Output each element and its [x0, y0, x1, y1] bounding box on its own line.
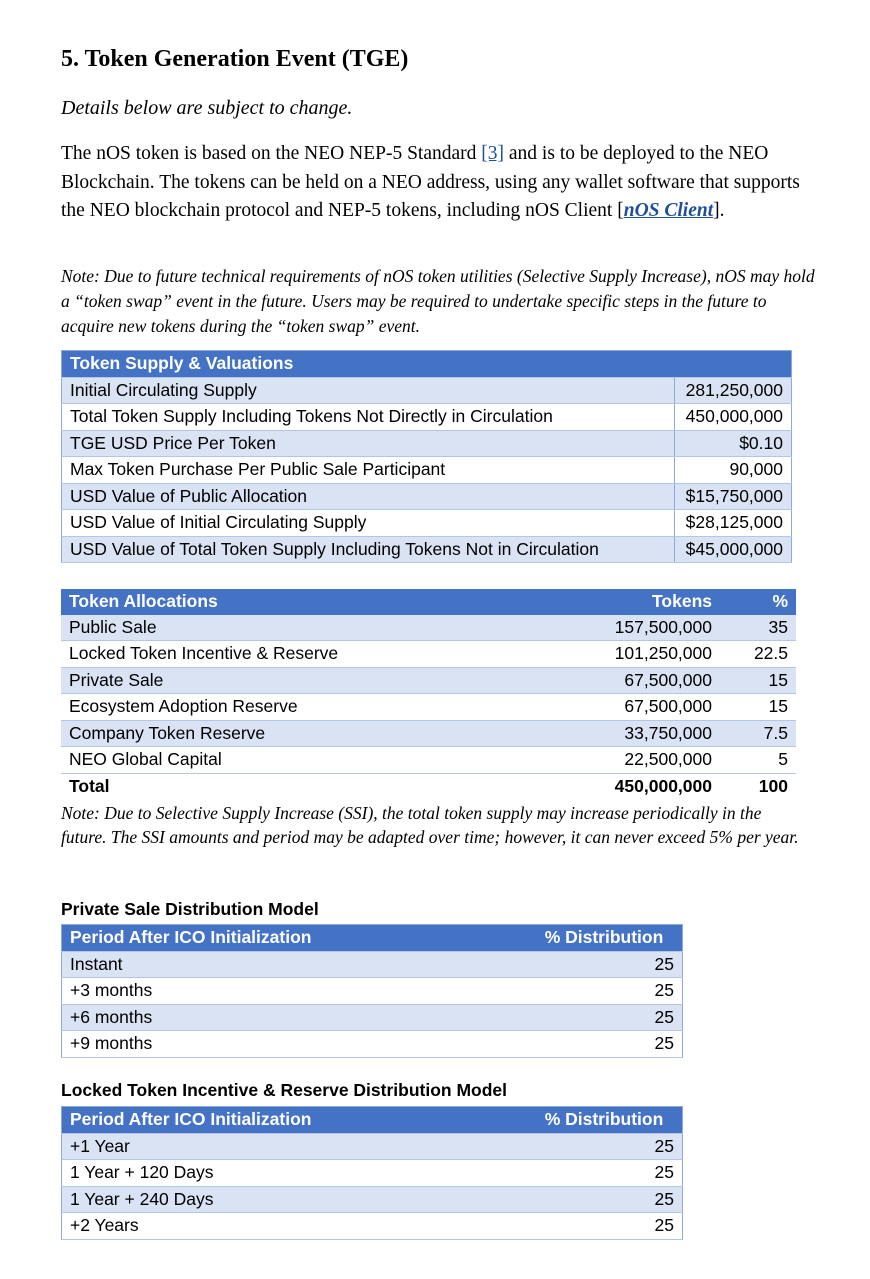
table-total-row	[61, 773, 796, 799]
row-label: Max Token Purchase Per Public Sale Participant	[62, 457, 675, 484]
table-row	[62, 377, 792, 404]
row-tokens: 67,500,000	[574, 694, 720, 721]
table-row	[61, 720, 796, 747]
row-label: Total Token Supply Including Tokens Not Directly in Circulation	[62, 404, 675, 431]
private-sale-table	[61, 924, 683, 1058]
row-tokens: 22,500,000	[574, 747, 720, 774]
table-header-row	[62, 1107, 683, 1134]
private-sale-title: Private Sale Distribution Model	[61, 899, 319, 919]
total-label: Total	[61, 773, 574, 799]
row-period: Instant	[62, 951, 527, 978]
row-value: $45,000,000	[675, 536, 792, 563]
table-header-row	[62, 351, 792, 378]
row-label: USD Value of Initial Circulating Supply	[62, 510, 675, 537]
bracket-open: [	[617, 200, 624, 221]
table-row	[61, 641, 796, 668]
row-distribution: 25	[526, 978, 683, 1005]
row-period: +9 months	[62, 1031, 527, 1058]
paragraph-text-2: and is to be deployed to the NEO Blockchain. The tokens can be held on a NEO address, using any wallet software that supports the NEO blockchain protocol and NEP-5 tokens, including nOS Client	[61, 143, 800, 221]
row-distribution: 25	[526, 1004, 683, 1031]
row-period: 1 Year + 240 Days	[62, 1186, 527, 1213]
row-period: +3 months	[62, 978, 527, 1005]
header-distribution: % Distribution	[526, 925, 683, 952]
header-period: Period After ICO Initialization	[62, 1107, 527, 1134]
row-label: Company Token Reserve	[61, 720, 574, 747]
row-label: Locked Token Incentive & Reserve	[61, 641, 574, 668]
row-label: TGE USD Price Per Token	[62, 430, 675, 457]
locked-token-title: Locked Token Incentive & Reserve Distribution Model	[61, 1080, 508, 1100]
locked-token-table	[61, 1106, 683, 1240]
reference-link[interactable]: [3]	[481, 143, 505, 164]
table-header-row	[61, 589, 796, 615]
header-period: Period After ICO Initialization	[62, 925, 527, 952]
row-period: 1 Year + 120 Days	[62, 1160, 527, 1187]
table-row	[61, 694, 796, 721]
row-distribution: 25	[526, 1213, 683, 1240]
row-distribution: 25	[526, 951, 683, 978]
row-value: $28,125,000	[675, 510, 792, 537]
table-row	[62, 430, 792, 457]
intro-paragraph	[61, 140, 811, 226]
table-row	[62, 1004, 683, 1031]
table-row	[62, 510, 792, 537]
table-row	[62, 1160, 683, 1187]
row-percent: 7.5	[720, 720, 796, 747]
row-percent: 35	[720, 615, 796, 641]
table-row	[62, 978, 683, 1005]
row-label: NEO Global Capital	[61, 747, 574, 774]
row-percent: 15	[720, 667, 796, 694]
table-row	[62, 1133, 683, 1160]
row-label: Ecosystem Adoption Reserve	[61, 694, 574, 721]
table-row	[61, 615, 796, 641]
row-tokens: 157,500,000	[574, 615, 720, 641]
header-distribution: % Distribution	[526, 1107, 683, 1134]
table-header: Token Supply & Valuations	[62, 351, 792, 378]
table-row	[62, 1186, 683, 1213]
row-percent: 5	[720, 747, 796, 774]
bracket-close: ].	[713, 200, 725, 221]
header-allocations: Token Allocations	[61, 589, 574, 615]
token-supply-table	[61, 350, 792, 563]
row-value: 90,000	[675, 457, 792, 484]
paragraph-text-1: The nOS token is based on the NEO NEP-5 Standard	[61, 143, 482, 164]
row-distribution: 25	[526, 1031, 683, 1058]
row-tokens: 101,250,000	[574, 641, 720, 668]
row-label: Private Sale	[61, 667, 574, 694]
header-tokens: Tokens	[574, 589, 720, 615]
section-heading: 5. Token Generation Event (TGE)	[61, 46, 409, 72]
row-percent: 15	[720, 694, 796, 721]
row-value: $15,750,000	[675, 483, 792, 510]
row-value: 450,000,000	[675, 404, 792, 431]
row-tokens: 67,500,000	[574, 667, 720, 694]
table-row	[62, 483, 792, 510]
row-distribution: 25	[526, 1133, 683, 1160]
ssi-note: Note: Due to Selective Supply Increase (SSI), the total token supply may increase periodically in the future. The SSI amounts and period may be adapted over time; however, it can never exceed 5% per year.	[61, 803, 799, 847]
row-label: USD Value of Total Token Supply Including Tokens Not in Circulation	[62, 536, 675, 563]
row-distribution: 25	[526, 1160, 683, 1187]
row-distribution: 25	[526, 1186, 683, 1213]
header-percent: %	[720, 589, 796, 615]
row-label: Initial Circulating Supply	[62, 377, 675, 404]
row-label: Public Sale	[61, 615, 574, 641]
row-percent: 22.5	[720, 641, 796, 668]
total-percent: 100	[720, 773, 796, 799]
row-tokens: 33,750,000	[574, 720, 720, 747]
table-row	[61, 747, 796, 774]
row-period: +1 Year	[62, 1133, 527, 1160]
row-period: +2 Years	[62, 1213, 527, 1240]
table-row	[62, 536, 792, 563]
row-value: 281,250,000	[675, 377, 792, 404]
total-tokens: 450,000,000	[574, 773, 720, 799]
row-value: $0.10	[675, 430, 792, 457]
token-swap-note: Note: Due to future technical requirements of nOS token utilities (Selective Supply Increase), nOS may hold a “token swap” event in the future. Users may be required to undertake specific steps in the future to acquire new tokens during the “token swap” event.	[61, 266, 815, 336]
table-row	[62, 404, 792, 431]
table-row	[62, 951, 683, 978]
table-header-row	[62, 925, 683, 952]
table-row	[62, 1031, 683, 1058]
row-period: +6 months	[62, 1004, 527, 1031]
table-row	[61, 667, 796, 694]
subtitle: Details below are subject to change.	[61, 97, 353, 119]
table-row	[62, 1213, 683, 1240]
row-label: USD Value of Public Allocation	[62, 483, 675, 510]
token-allocations-table	[61, 589, 796, 799]
table-row	[62, 457, 792, 484]
nos-client-link[interactable]: nOS Client	[623, 200, 714, 221]
